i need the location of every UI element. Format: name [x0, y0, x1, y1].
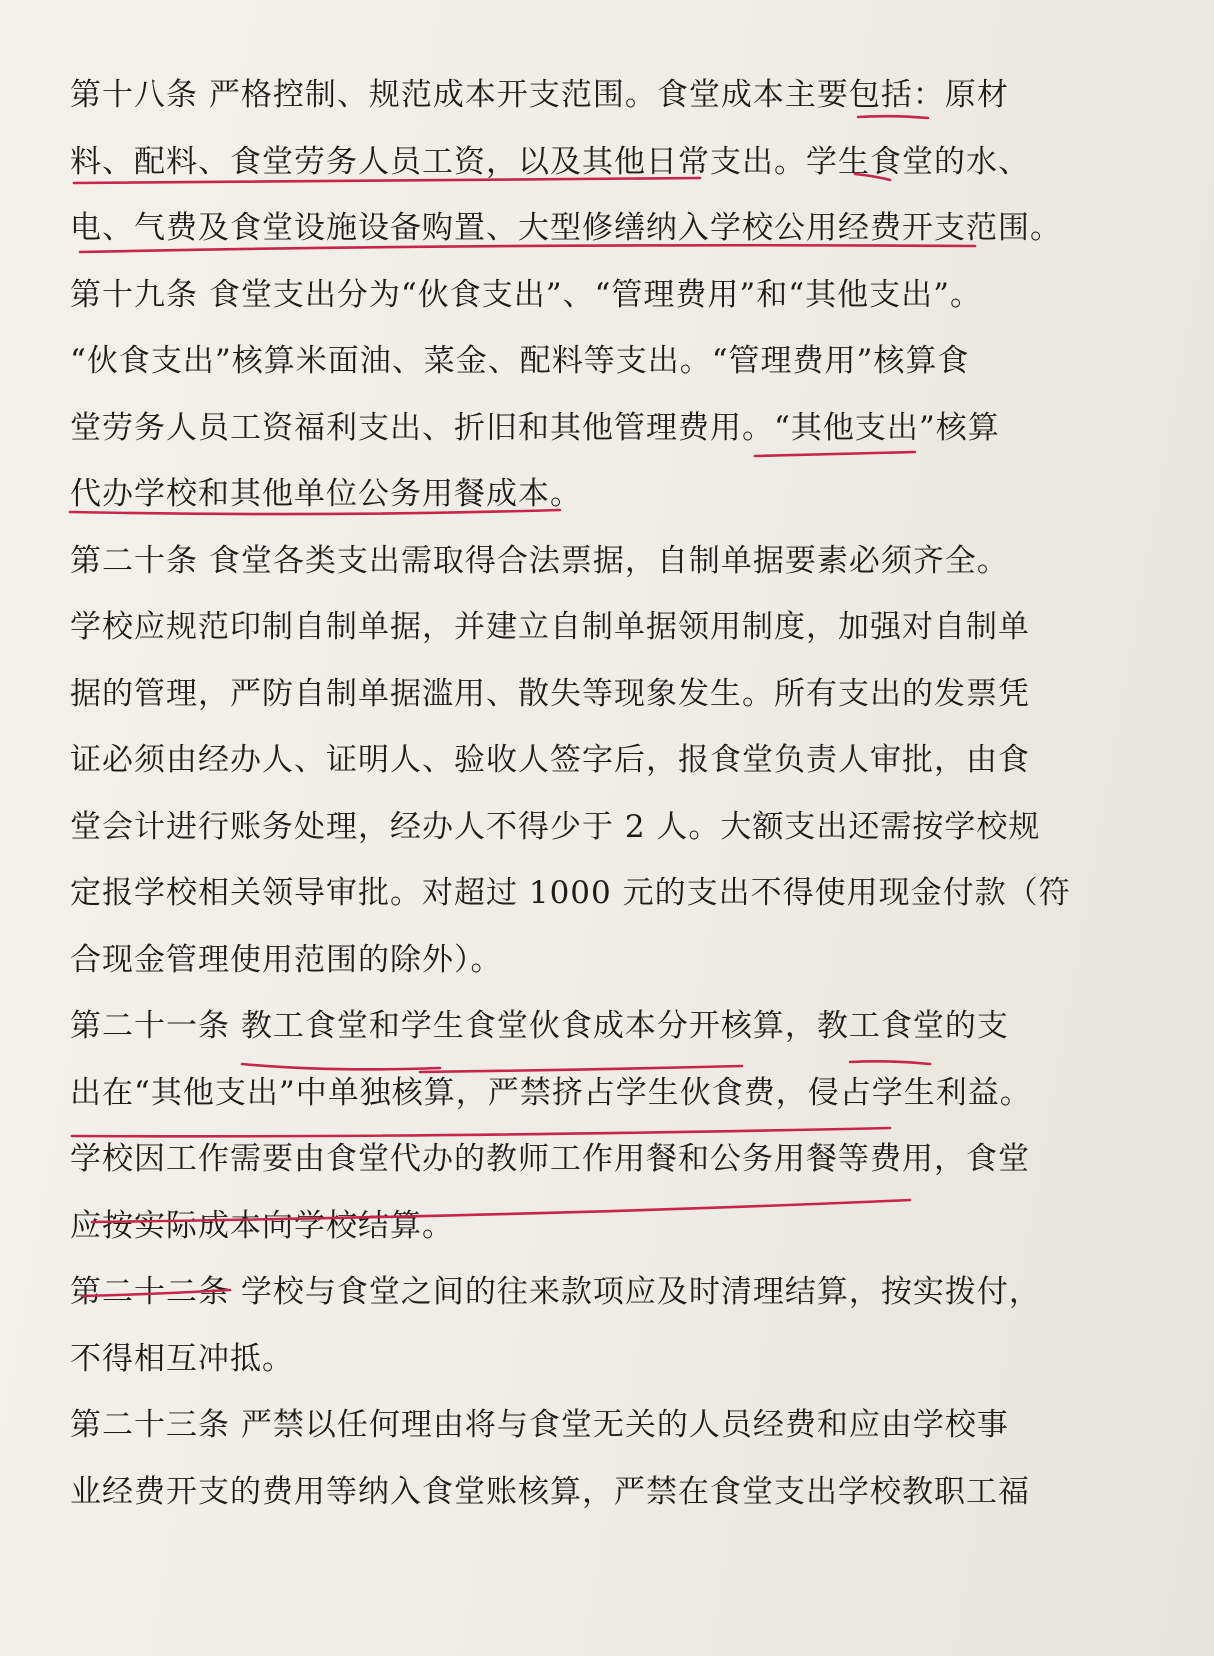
text-line: 第十八条 严格控制、规范成本开支范围。食堂成本主要包括：原材: [70, 77, 1009, 113]
text-line: 第二十条 食堂各类支出需取得合法票据，自制单据要素必须齐全。: [70, 542, 1009, 579]
text-line: 定报学校相关领导审批。对超过 1000 元的支出不得使用现金付款（符: [70, 875, 1071, 911]
pen-underline: [80, 245, 975, 252]
text-line: 堂劳务人员工资福利支出、折旧和其他管理费用。“其他支出”核算: [70, 409, 1000, 446]
text-line: 第二十一条 教工食堂和学生食堂伙食成本分开核算，教工食堂的支: [70, 1008, 1009, 1044]
text-line: 业经费开支的费用等纳入食堂账核算，严禁在食堂支出学校教职工福: [70, 1473, 1030, 1510]
text-line: 料、配料、食堂劳务人员工资，以及其他日常支出。学生食堂的水、: [70, 143, 1030, 180]
text-line: 代办学校和其他单位公务用餐成本。: [70, 476, 582, 512]
text-line: 第二十三条 严禁以任何理由将与食堂无关的人员经费和应由学校事: [70, 1407, 1009, 1443]
text-line: 出在“其他支出”中单独核算，严禁挤占学生伙食费，侵占学生利益。: [70, 1074, 1032, 1111]
text-line: 堂会计进行账务处理，经办人不得少于 2 人。大额支出还需按学校规: [70, 808, 1041, 845]
text-line: 学校应规范印制自制单据，并建立自制单据领用制度，加强对自制单: [70, 609, 1030, 645]
text-line: 不得相互冲抵。: [70, 1340, 294, 1377]
text-line: 第二十二条 学校与食堂之间的往来款项应及时清理结算，按实拨付，: [70, 1274, 1041, 1310]
pen-underline: [72, 1128, 890, 1136]
pen-underline: [850, 1061, 930, 1064]
text-line: “伙食支出”核算米面油、菜金、配料等支出。“管理费用”核算食: [70, 343, 970, 379]
pen-underline: [82, 1290, 230, 1296]
text-line: 电、气费及食堂设施设备购置、大型修缮纳入学校公用经费开支范围。: [70, 210, 1062, 246]
text-line: 合现金管理使用范围的除外）。: [70, 941, 503, 978]
pen-underline: [855, 174, 890, 180]
text-line: 证必须由经办人、证明人、验收人签字后，报食堂负责人审批，由食: [70, 742, 1030, 778]
text-line: 第十九条 食堂支出分为“伙食支出”、“管理费用”和“其他支出”。: [70, 276, 982, 313]
pen-underline: [242, 1064, 440, 1069]
text-line: 应按实际成本向学校结算。: [70, 1207, 454, 1244]
text-line: 学校因工作需要由食堂代办的教师工作用餐和公务用餐等费用，食堂: [70, 1141, 1030, 1177]
text-line: 据的管理，严防自制单据滥用、散失等现象发生。所有支出的发票凭: [70, 675, 1030, 712]
pen-underline: [420, 1066, 742, 1072]
pen-underline: [755, 452, 915, 456]
pen-underline: [74, 178, 700, 183]
pen-underline: [858, 116, 928, 118]
pen-underline: [70, 510, 560, 514]
pen-underline: [92, 1200, 910, 1222]
